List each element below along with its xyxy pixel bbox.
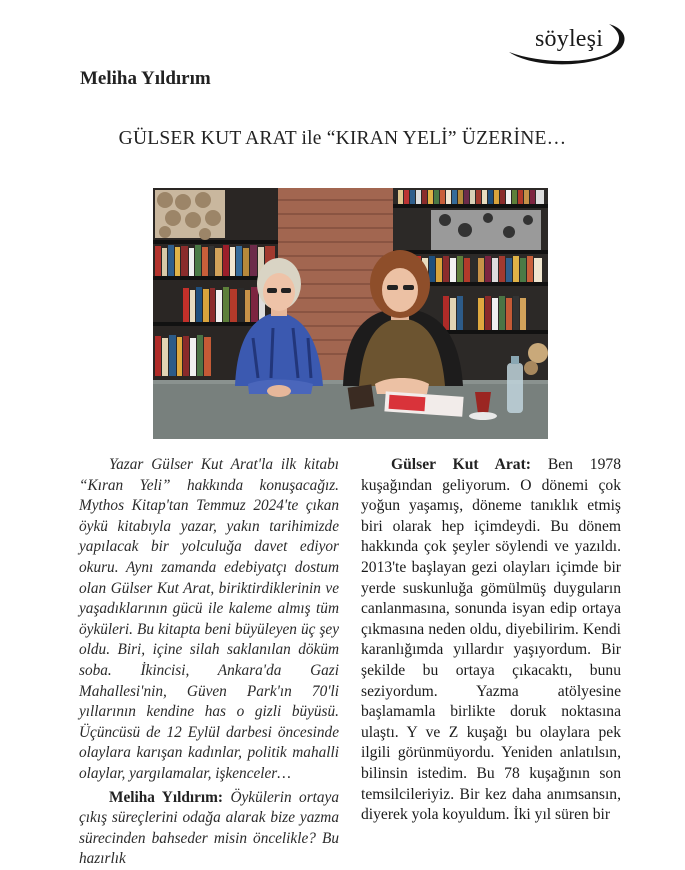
- question-speaker: Meliha Yıldırım:: [109, 788, 223, 806]
- section-tag-label: söyleşi: [535, 26, 604, 52]
- section-tag: [505, 14, 630, 70]
- intro-paragraph: Yazar Gülser Kut Arat'la ilk kitabı “Kıran Yeli” hakkında konuşacağız. Mythos Kitap'tan Temmuz 2024'te çıkan öykü kitabıyla yazar, yakın tarihimizde yapılacak bir yolculuğa davet ediyor okuru. Aynı zamanda edebiyatçı dostum olan Gülser Kut Arat, biriktirdiklerinin ve yaşadıklarının gücü ile kaleme almış tüm öyküleri. Bu kitapta beni büyüleyen üç şey oldu. Biri, içine silah saklanılan döküm soba. İkincisi, Ankara'da Gazi Mahallesi'nin, Güven Park'ın 70'li yıllarının kendine has o gizli büyüsü. Üçüncüsü de 12 Eylül darbesi öncesinde olaylara karışan kadınlar, politik mahalli olaylar, yargılamalar, işkenceler…: [79, 456, 339, 782]
- question-paragraph: [79, 788, 339, 870]
- interview-photo: [153, 188, 548, 439]
- answer-text: Ben 1978 kuşağından geliyorum. O dönemi çok yoğun yaşamış, döneme tanıklık etmiş biri olarak hep içimdeydi. Bu dönem hakkında çok şeyler söylendi ve yazıldı. 2013'te başlayan gezi olayları içimde bir yerde suskunluğa gömülmüş duyguların canlanmasına, sonunda isyan edip ortaya çıkmasına neden oldu, diyebilirim. Kendi karanlığımda yıllardır yaşıyordum. Bir şekilde bu ortaya çıkacaktı, bunu seziyordum. Yazma atölyesine başlamamla birlikte doruk noktasına ulaştı. Y ve Z kuşağı bu olaylara pek ilgili görünmüyordu. Yeniden anlatılsın, bilinsin istedim. Bu 78 kuşağının son temsilcileriyiz. Bir kez daha anımsansın, diyerek yola koyuldum. İki yıl süren bir: [361, 456, 621, 824]
- right-column: [361, 455, 621, 825]
- question-text: Öykülerin ortaya çıkış süreçlerini odağa alarak bize yazma sürecinden bahseder misin öncelikle? Bu hazırlık: [79, 788, 340, 868]
- article-title: GÜLSER KUT ARAT ile “KIRAN YELİ” ÜZERİNE…: [118, 128, 567, 149]
- answer-paragraph: [361, 455, 621, 826]
- left-column: [79, 455, 340, 868]
- author-name: Meliha Yıldırım: [80, 68, 211, 89]
- interview-photo-icon: [153, 188, 548, 439]
- answer-speaker: Gülser Kut Arat:: [391, 456, 531, 473]
